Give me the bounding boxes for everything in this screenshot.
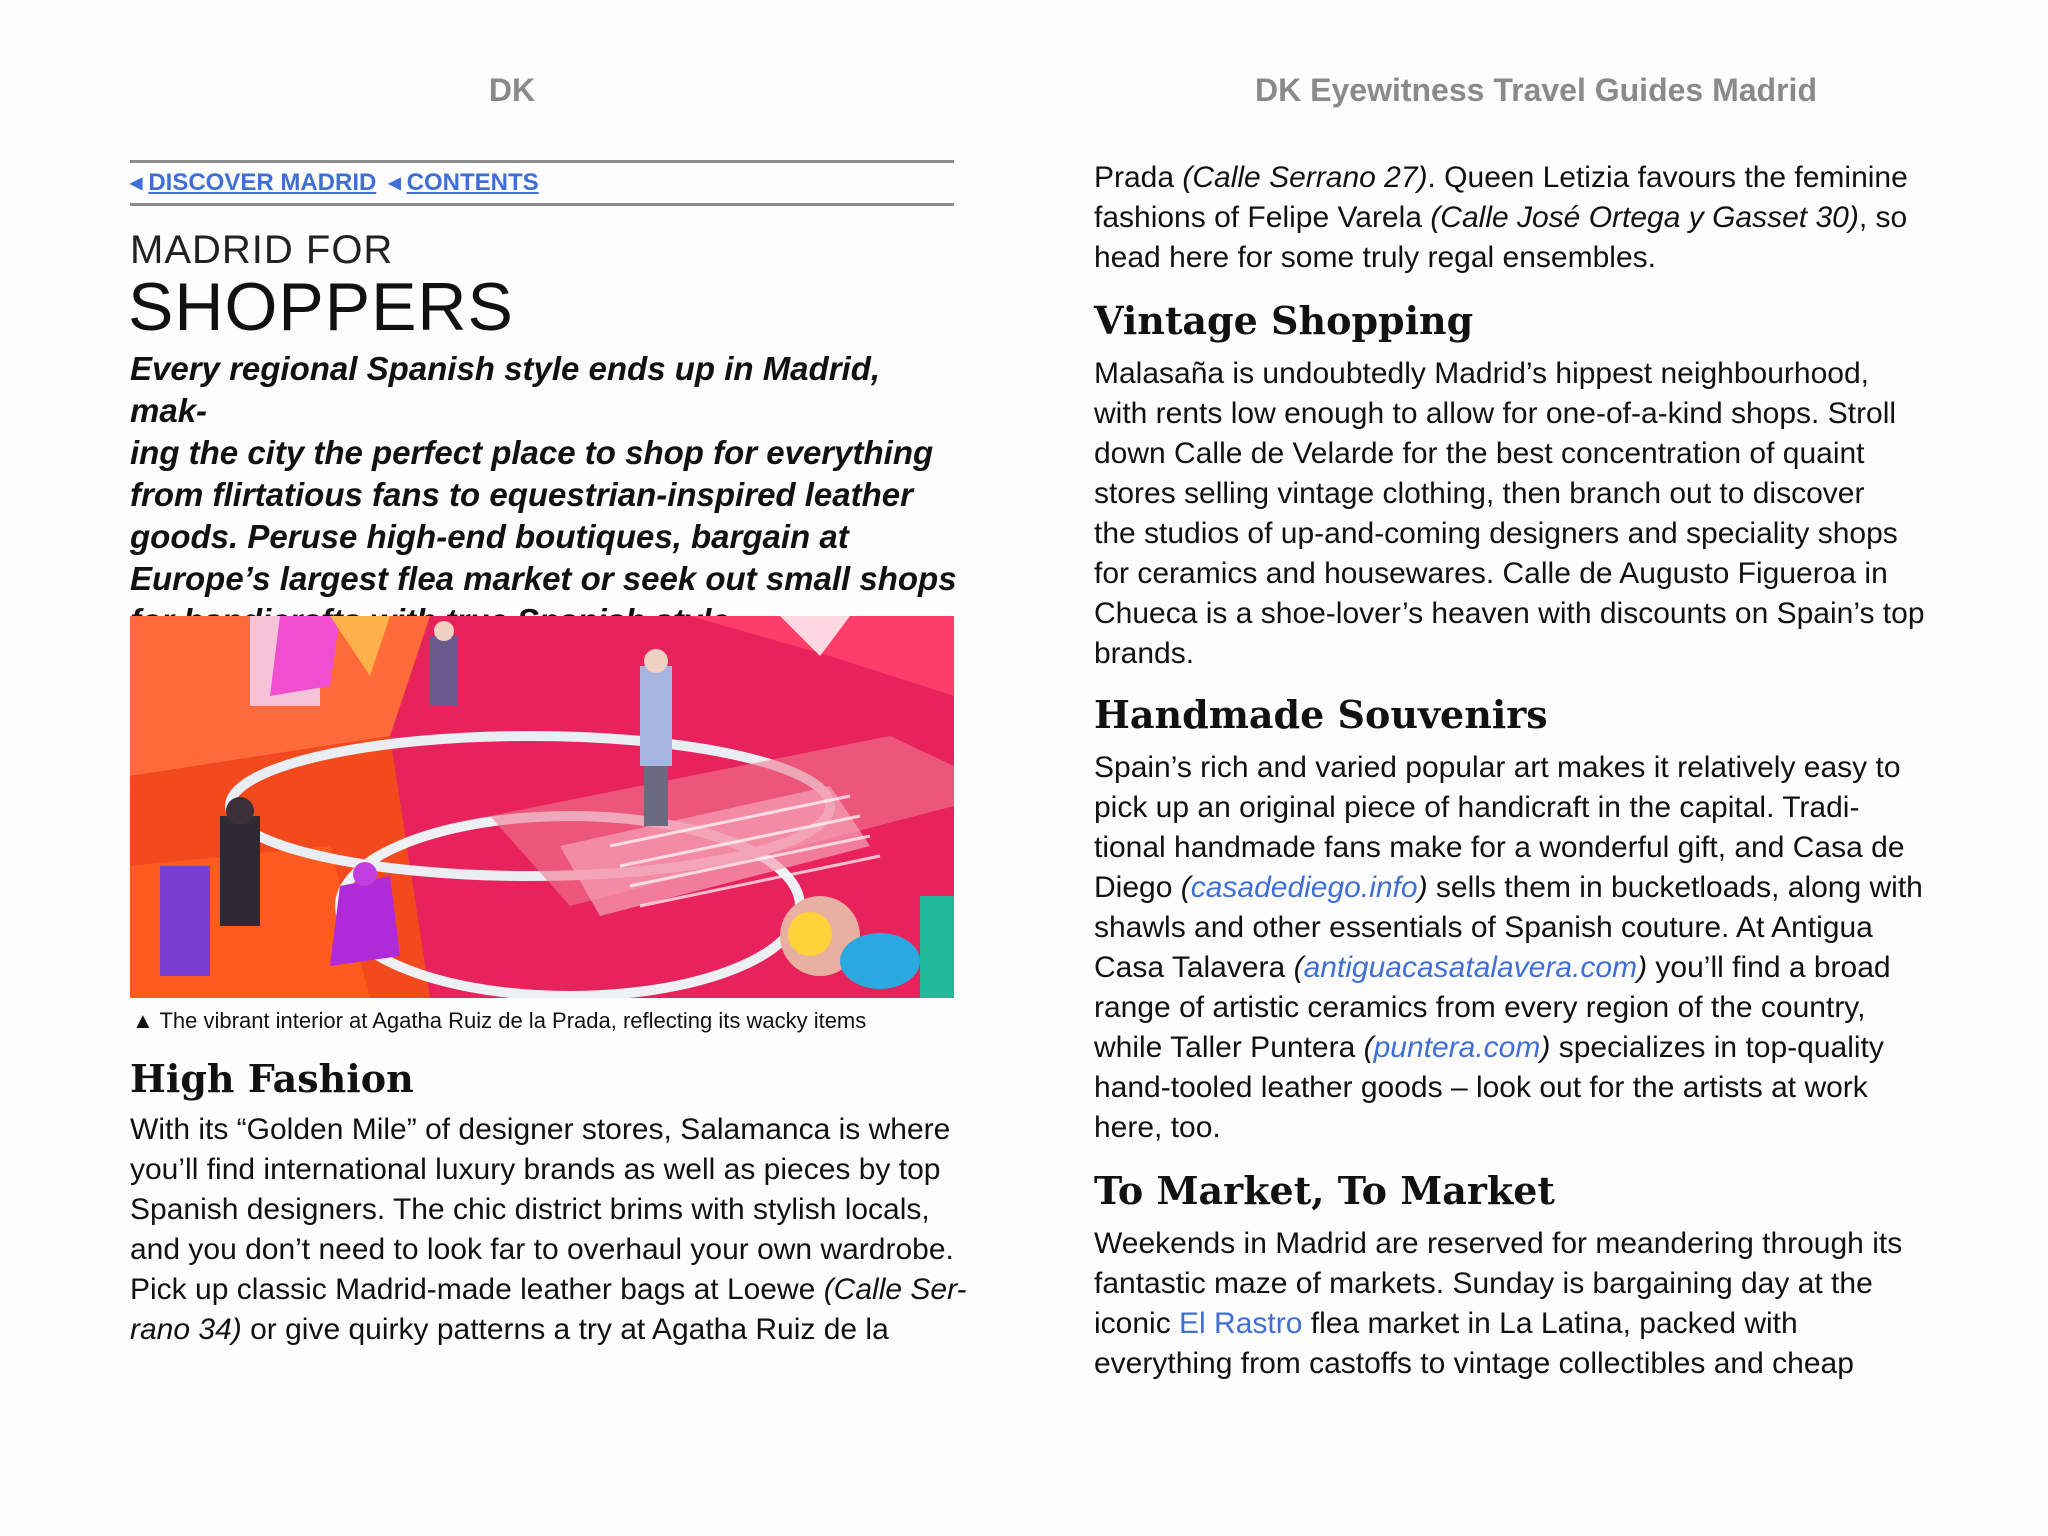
text-line: pick up an original piece of handicraft in the capital. Tradi- [1094, 791, 1860, 824]
paren: ( [1180, 871, 1191, 904]
text-line: everything from castoffs to vintage collectibles and cheap [1094, 1347, 1854, 1380]
text-line: while Taller Puntera [1094, 1031, 1364, 1064]
antiguacasatalavera-link[interactable]: antiguacasatalavera.com [1303, 951, 1638, 984]
right-running-head: DK Eyewitness Travel Guides Madrid [1255, 72, 1817, 108]
section-heading-high-fashion: High Fashion [130, 1056, 414, 1101]
text-line: . Queen Letizia favours the feminine [1427, 161, 1908, 194]
paren: ) [1540, 1031, 1551, 1064]
text-line: shawls and other essentials of Spanish couture. At Antigua [1094, 911, 1873, 944]
text-line: Pick up classic Madrid-made leather bags at Loewe [130, 1273, 824, 1306]
el-rastro-link[interactable]: El Rastro [1179, 1307, 1303, 1340]
text-line: With its “Golden Mile” of designer stores, Salamanca is where [130, 1113, 951, 1146]
text-line: Spain’s rich and varied popular art makes it relatively easy to [1094, 751, 1901, 784]
text-line: flea market in La Latina, packed with [1302, 1307, 1798, 1340]
text-line: fantastic maze of markets. Sunday is bargaining day at the [1094, 1267, 1873, 1300]
intro-line: ing the city the perfect place to shop for everything [130, 434, 934, 471]
text-line: Diego [1094, 871, 1181, 904]
text-line: tional handmade fans make for a wonderful gift, and Casa de [1094, 831, 1905, 864]
back-triangle-icon: ◀ [388, 175, 401, 192]
high-fashion-body-continued [1094, 158, 1954, 278]
nav-breadcrumb [130, 160, 954, 206]
text-line: the studios of up-and-coming designers and speciality shops [1094, 517, 1898, 550]
text-line: stores selling vintage clothing, then branch out to discover [1094, 477, 1865, 510]
section-heading-to-market: To Market, To Market [1094, 1168, 1555, 1213]
address-text: (Calle Ser- [823, 1273, 967, 1306]
paren: ) [1637, 951, 1648, 984]
text-line: you’ll find international luxury brands as well as pieces by top [130, 1153, 941, 1186]
paren: ) [1417, 871, 1428, 904]
contents-link[interactable]: CONTENTS [406, 169, 539, 196]
intro-line: Europe’s largest flea market or seek out small shops [130, 560, 957, 597]
handmade-body [1094, 748, 1984, 1148]
text-line: sells them in bucketloads, along with [1427, 871, 1923, 904]
discover-madrid-link[interactable]: DISCOVER MADRID [148, 169, 377, 196]
text-line: Weekends in Madrid are reserved for meandering through its [1094, 1227, 1903, 1260]
text-line: down Calle de Velarde for the best concentration of quaint [1094, 437, 1865, 470]
shop-interior-photo [130, 616, 954, 998]
text-line: you’ll find a broad [1647, 951, 1891, 984]
intro-line: from flirtatious fans to equestrian-inspired leather [130, 476, 913, 513]
article-kicker: MADRID FOR [130, 228, 394, 272]
back-triangle-icon: ◀ [130, 175, 143, 192]
text-line: Spanish designers. The chic district brims with stylish locals, [130, 1193, 930, 1226]
text-line: for ceramics and housewares. Calle de Augusto Figueroa in [1094, 557, 1888, 590]
article-title: SHOPPERS [128, 269, 514, 345]
text-line: Prada [1094, 161, 1183, 194]
paren: ( [1293, 951, 1304, 984]
text-line: specializes in top-quality [1550, 1031, 1884, 1064]
text-line: range of artistic ceramics from every region of the country, [1094, 991, 1866, 1024]
left-running-head: DK [488, 72, 536, 108]
shop-interior-illustration [130, 616, 954, 998]
section-heading-handmade-souvenirs: Handmade Souvenirs [1094, 692, 1548, 737]
text-line: brands. [1094, 637, 1195, 670]
text-line: iconic [1094, 1307, 1180, 1340]
text-line: fashions of Felipe Varela [1094, 201, 1431, 234]
text-line: Casa Talavera [1094, 951, 1294, 984]
text-line: here, too. [1094, 1111, 1221, 1144]
address-text: rano 34) [130, 1313, 242, 1346]
high-fashion-body [130, 1110, 970, 1350]
right-page [1024, 0, 2048, 1536]
casadediego-link[interactable]: casadediego.info [1190, 871, 1418, 904]
article-intro [130, 348, 960, 642]
text-line: head here for some truly regal ensembles. [1094, 241, 1656, 274]
intro-line: goods. Peruse high-end boutiques, bargain at [130, 518, 849, 555]
vintage-body [1094, 354, 1974, 674]
intro-line: Every regional Spanish style ends up in Madrid, mak- [130, 350, 881, 429]
market-body [1094, 1224, 1974, 1384]
paren: ( [1363, 1031, 1374, 1064]
text-line: with rents low enough to allow for one-of-a-kind shops. Stroll [1094, 397, 1897, 430]
section-heading-vintage-shopping: Vintage Shopping [1094, 298, 1474, 343]
puntera-link[interactable]: puntera.com [1373, 1031, 1541, 1064]
photo-caption: ▲ The vibrant interior at Agatha Ruiz de la Prada, reflecting its wacky items [132, 1008, 867, 1033]
text-line: and you don’t need to look far to overhaul your own wardrobe. [130, 1233, 954, 1266]
text-line: , so [1858, 201, 1908, 234]
text-line: Malasaña is undoubtedly Madrid’s hippest neighbourhood, [1094, 357, 1869, 390]
text-line: Chueca is a shoe-lover’s heaven with discounts on Spain’s top [1094, 597, 1925, 630]
text-line: hand-tooled leather goods – look out for the artists at work [1094, 1071, 1868, 1104]
address-text: (Calle Serrano 27) [1182, 161, 1428, 194]
text-line: or give quirky patterns a try at Agatha Ruiz de la [241, 1313, 889, 1346]
address-text: (Calle José Ortega y Gasset 30) [1430, 201, 1859, 234]
